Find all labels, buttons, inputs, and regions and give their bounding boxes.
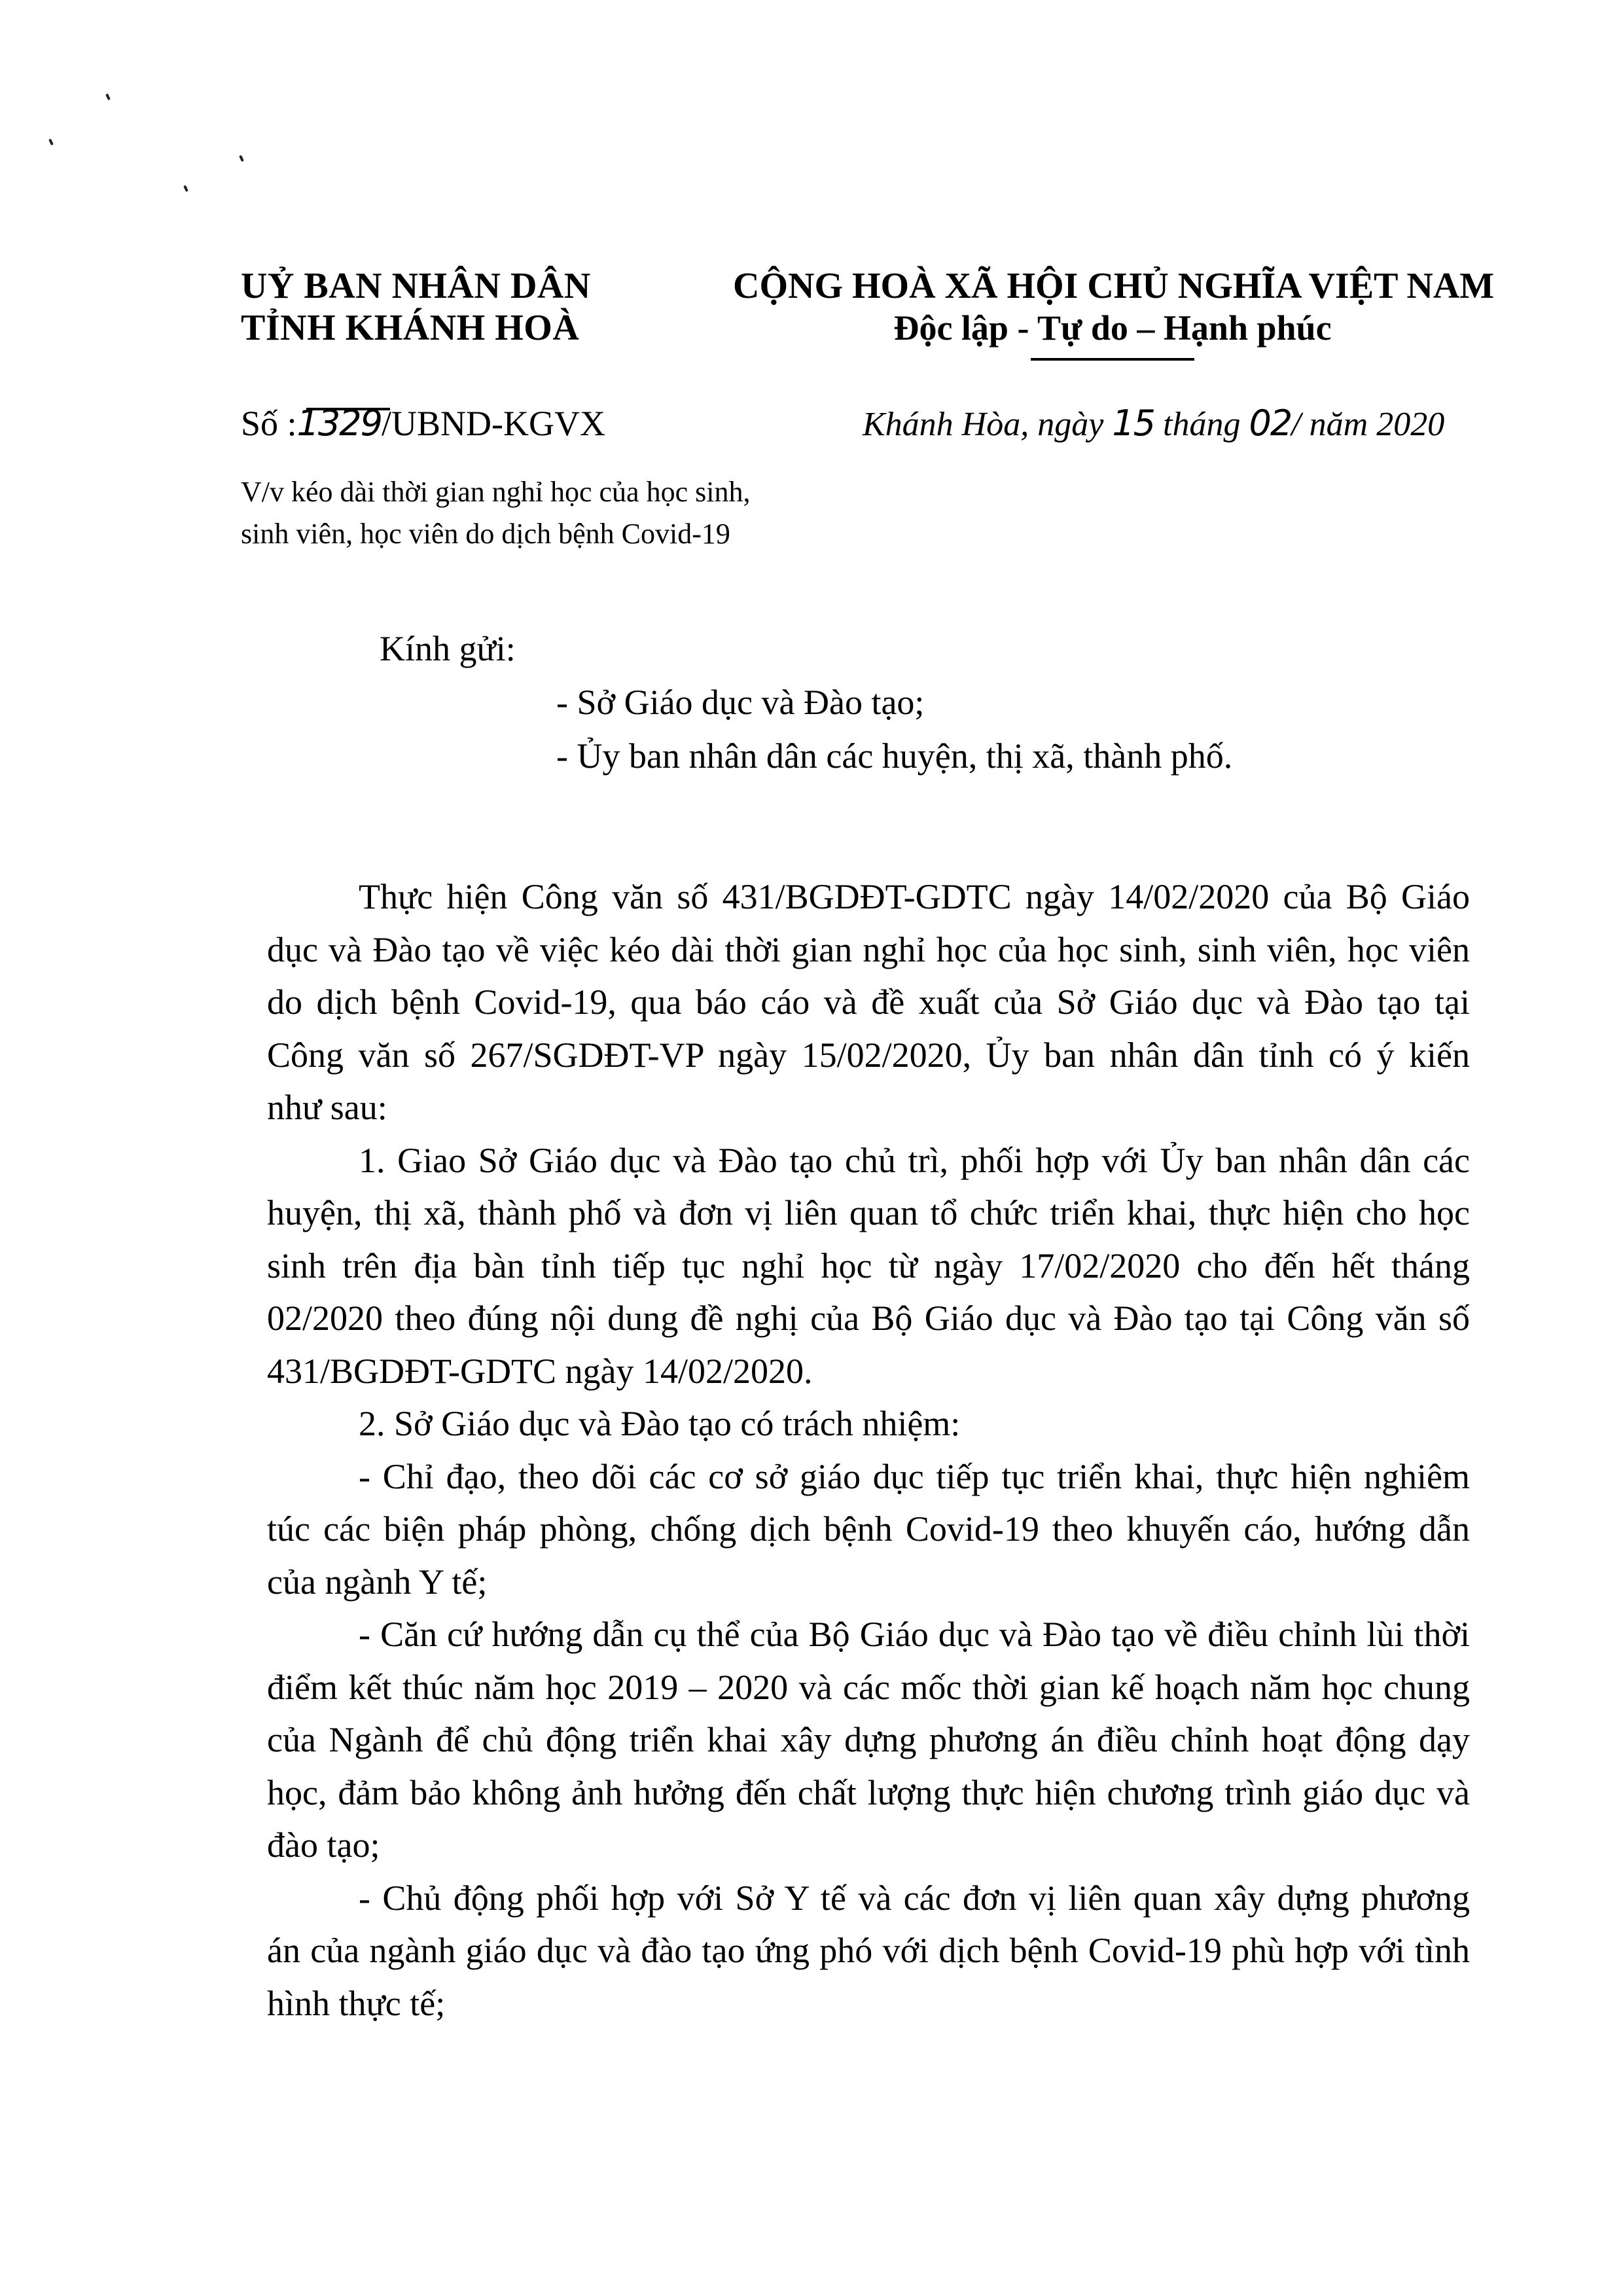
body-line: túc các biện pháp phòng, chống dịch bệnh Covid-19 theo khuyến cáo, hướng dẫn: [267, 1509, 1470, 1549]
motto-underline: [1031, 358, 1194, 361]
body-line: huyện, thị xã, thành phố và đơn vị liên quan tổ chức triển khai, thực hiện cho học: [267, 1193, 1470, 1232]
recipients-block: [380, 622, 1232, 783]
day-handwritten: 15: [1112, 403, 1155, 444]
body-line: Công văn số 267/SGDĐT-VP ngày 15/02/2020, Ủy ban nhân dân tỉnh có ý kiến: [267, 1035, 1470, 1075]
nation-title: CỘNG HOÀ XÃ HỘI CHỦ NGHĨA VIỆT NAM: [733, 266, 1495, 306]
subject-line-1: V/v kéo dài thời gian nghỉ học của học sinh,: [241, 476, 751, 508]
document-number-suffix: /UBND-KGVX: [381, 404, 605, 443]
body-line: 1. Giao Sở Giáo dục và Đào tạo chủ trì, phối hợp với Ủy ban nhân dân các: [359, 1140, 1470, 1180]
document-number: [241, 403, 605, 444]
body-line: án của ngành giáo dục và đào tạo ứng phó với dịch bệnh Covid-19 phù hợp với tình: [267, 1931, 1470, 1970]
body-line: Thực hiện Công văn số 431/BGDĐT-GDTC ngày 14/02/2020 của Bộ Giáo: [359, 877, 1470, 916]
scan-speck: [48, 139, 54, 146]
body-line: đào tạo;: [267, 1825, 380, 1865]
subject-summary: [241, 471, 830, 555]
body-line: của ngành Y tế;: [267, 1562, 488, 1602]
month-handwritten: 02: [1249, 403, 1292, 444]
issuer-line-2: TỈNH KHÁNH HOÀ: [241, 308, 580, 348]
document-number-handwritten: 1329: [296, 403, 382, 444]
place-date: [863, 403, 1444, 444]
body-line: của Ngành để chủ động triển khai xây dựng phương án điều chỉnh hoạt động dạy: [267, 1720, 1470, 1759]
document-body: [267, 870, 1470, 2030]
recipient-item: - Ủy ban nhân dân các huyện, thị xã, thành phố.: [556, 736, 1233, 776]
body-line: do dịch bệnh Covid-19, qua báo cáo và đề xuất của Sở Giáo dục và Đào tạo tại: [267, 982, 1470, 1022]
issuer-block: [241, 265, 607, 349]
body-line: 431/BGDĐT-GDTC ngày 14/02/2020.: [267, 1351, 813, 1391]
month-label: tháng: [1154, 406, 1249, 443]
place-date-prefix: Khánh Hòa, ngày: [863, 406, 1113, 443]
body-line: - Căn cứ hướng dẫn cụ thể của Bộ Giáo dục và Đào tạo về điều chỉnh lùi thời: [359, 1615, 1470, 1654]
national-motto: Độc lập - Tự do – Hạnh phúc: [893, 308, 1332, 348]
issuer-line-1: UỶ BAN NHÂN DÂN: [241, 266, 591, 306]
body-line: sinh trên địa bàn tỉnh tiếp tục nghỉ học từ ngày 17/02/2020 cho đến hết tháng: [267, 1246, 1470, 1285]
body-line: học, đảm bảo không ảnh hưởng đến chất lượng thực hiện chương trình giáo dục và: [267, 1772, 1470, 1812]
body-line: dục và Đào tạo về việc kéo dài thời gian nghỉ học của học sinh, sinh viên, học viên: [267, 929, 1470, 969]
body-line: - Chủ động phối hợp với Sở Y tế và các đơn vị liên quan xây dựng phương: [359, 1878, 1470, 1918]
year-label: / năm 2020: [1291, 406, 1445, 443]
body-line: 2. Sở Giáo dục và Đào tạo có trách nhiệm:: [359, 1404, 961, 1443]
national-heading: [733, 265, 1495, 361]
scan-speck: [183, 185, 188, 192]
body-line: 02/2020 theo đúng nội dung đề nghị của Bộ Giáo dục và Đào tạo tại Công văn số: [267, 1299, 1470, 1338]
body-line: - Chỉ đạo, theo dõi các cơ sở giáo dục tiếp tục triển khai, thực hiện nghiêm: [359, 1456, 1470, 1496]
body-line: điểm kết thúc năm học 2019 – 2020 và các mốc thời gian kế hoạch năm học chung: [267, 1667, 1470, 1707]
subject-line-2: sinh viên, học viên do dịch bệnh Covid-19: [241, 518, 730, 550]
body-line: hình thực tế;: [267, 1983, 446, 2023]
recipients-label: Kính gửi:: [380, 629, 516, 668]
body-line: như sau:: [267, 1088, 387, 1127]
scan-speck: [239, 155, 244, 162]
document-number-prefix: Số :: [241, 404, 297, 443]
scan-speck: [105, 94, 111, 101]
recipient-item: - Sở Giáo dục và Đào tạo;: [556, 683, 925, 722]
